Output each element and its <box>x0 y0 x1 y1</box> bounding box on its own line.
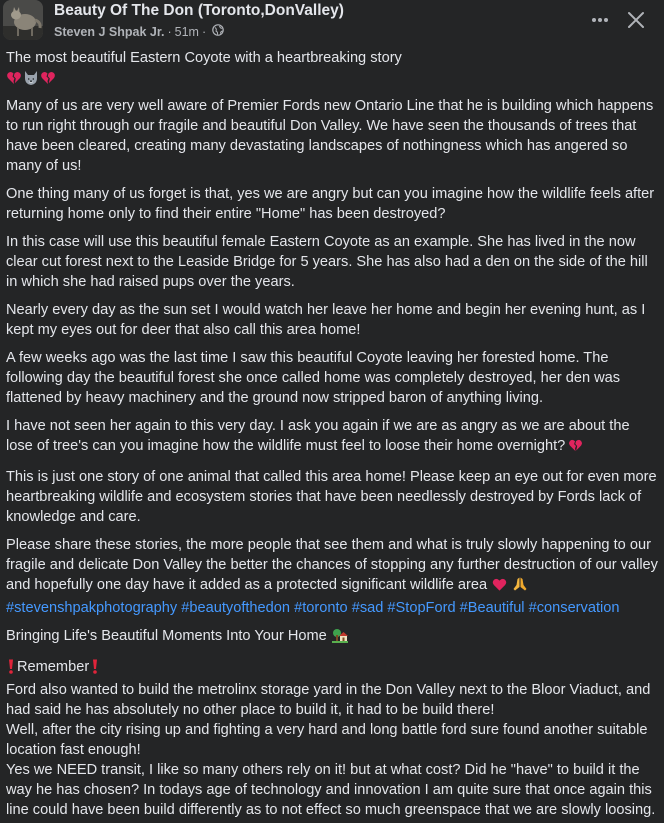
post-paragraph: A few weeks ago was the last time I saw this beautiful Coyote leaving her forested home. The following day the beautiful forest she once called home was completely destroyed, her den was flattened by heavy machinery and the ground now stripped baron of anything living. <box>6 350 621 406</box>
remember-label: Remember <box>17 659 90 675</box>
post-paragraph: Nearly every day as the sun set I would watch her leave her home and begin her evening hunt, as I kept my eyes out for deer that also call this area home! <box>6 302 646 338</box>
post-header <box>0 0 664 44</box>
meta-separator: · <box>167 24 172 39</box>
heart-icon <box>492 577 507 598</box>
hashtag-link[interactable]: #Beautiful <box>459 600 525 616</box>
remember-line: Well, after the city rising up and fighting a very hard and long battle ford sure found another suitable location fast enough! <box>6 722 648 758</box>
close-button[interactable] <box>620 4 652 36</box>
post-body <box>6 48 658 820</box>
remember-heading <box>6 657 658 680</box>
hashtag-link[interactable]: #toronto <box>294 600 348 616</box>
wolf-icon <box>23 70 39 86</box>
hashtag-link[interactable]: #StopFord <box>387 600 456 616</box>
hashtag-link[interactable]: #sad <box>351 600 384 616</box>
broken-heart-icon <box>40 70 56 86</box>
post-paragraph: This is just one story of one animal that called this area home! Please keep an eye out for even more heartbreaking wildlife and ecosystem stories that have been needlessly destroyed by Fords lack of knowledge and care. <box>6 469 657 525</box>
post-paragraph-share <box>6 535 658 618</box>
group-name[interactable]: Beauty Of The Don (Toronto,DonValley) <box>54 2 344 19</box>
post-tagline <box>6 626 658 649</box>
post-paragraph: One thing many of us forget is that, yes we are angry but can you imagine how the wildlife feels after returning home only to find their entire "Home" has been destroyed? <box>6 186 655 222</box>
group-avatar[interactable] <box>3 0 43 40</box>
post-time[interactable]: 51m <box>174 24 199 39</box>
more-options-button[interactable] <box>584 6 616 34</box>
praying-hands-icon <box>512 576 528 598</box>
globe-icon <box>212 24 224 39</box>
hashtag-link[interactable]: #stevenshpakphotography <box>6 600 178 616</box>
tagline-text: Bringing Life's Beautiful Moments Into Your Home <box>6 628 327 644</box>
broken-heart-icon <box>6 70 22 86</box>
post-paragraph: Many of us are very well aware of Premier Fords new Ontario Line that he is building which happens to run right through our fragile and beautiful Don Valley. We have seen the thousands of trees that have been cleared, creating many devastating landscapes of nothingness which has angered so many of us! <box>6 98 654 174</box>
exclamation-icon <box>8 659 14 680</box>
more-icon <box>591 17 609 23</box>
author-name[interactable]: Steven J Shpak Jr. <box>54 24 165 39</box>
group-avatar-image <box>3 0 43 40</box>
meta-separator-2: · <box>201 24 207 39</box>
broken-heart-icon <box>568 438 583 459</box>
paragraph-text: Please share these stories, the more people that see them and what is truly slowly happening to our fragile and delicate Don Valley the better the chances of stopping any further destruction of our valley and hopefully one day have it added as a protected significant wildlife area <box>6 537 658 593</box>
exclamation-icon <box>92 659 98 680</box>
house-with-garden-icon <box>332 627 348 649</box>
post-meta <box>54 24 224 39</box>
remember-line: Ford also wanted to build the metrolinx storage yard in the Don Valley next to the Bloor Viaduct, and had said he has absolutely no other place to build it, it had to be build there! <box>6 682 651 718</box>
paragraph-text: I have not seen her again to this very day. I ask you again if we are as angry as we are about the lose of tree's can you imagine how the wildlife must feel to loose their home overnight? <box>6 418 630 454</box>
hashtag-link[interactable]: #conservation <box>528 600 620 616</box>
hashtag-link[interactable]: #beautyofthedon <box>181 600 291 616</box>
post-paragraph-heartbreak <box>6 416 658 459</box>
close-icon <box>627 11 645 29</box>
remember-line: Yes we NEED transit, I like so many others rely on it! but at what cost? Did he "have" to build it the way he has chosen? In todays age of technology and innovation I am quite sure that once again this line could have been build differently as to not effect so much greenspace that we are slowly loosing. <box>6 762 656 818</box>
title-emoji-row <box>6 68 658 88</box>
post-title: The most beautiful Eastern Coyote with a heartbreaking story <box>6 50 402 66</box>
post-paragraph: In this case will use this beautiful female Eastern Coyote as an example. She has lived in the now clear cut forest next to the Leaside Bridge for 5 years. She has also had a den on the side of the hill in which she had raised pups over the years. <box>6 234 648 290</box>
remember-section <box>6 657 658 820</box>
